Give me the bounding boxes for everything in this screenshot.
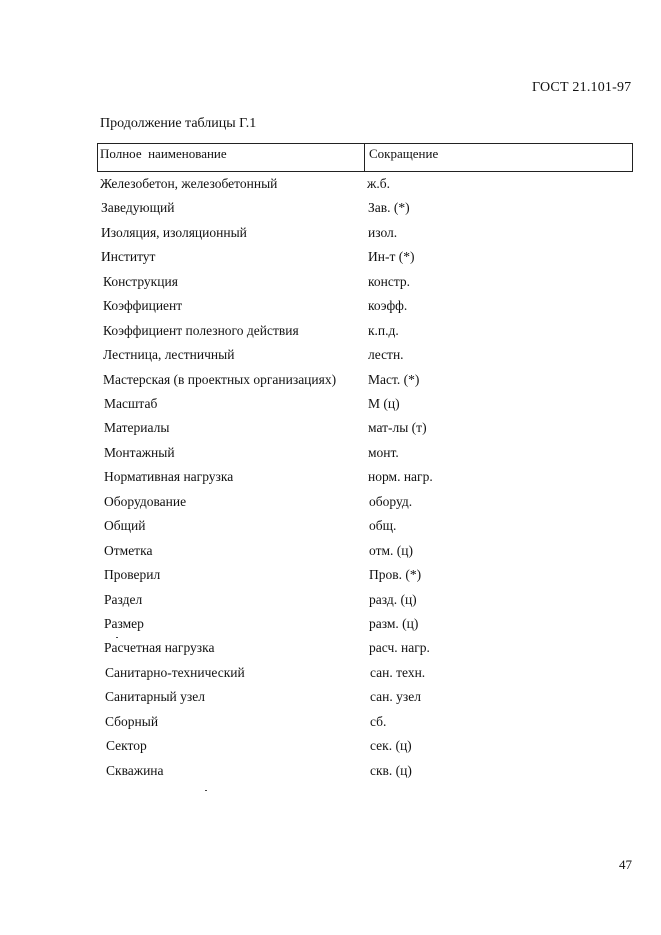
table-row-full-name: Сборный: [105, 714, 159, 729]
table-row-abbreviation: сб.: [370, 714, 387, 729]
table-row-abbreviation: изол.: [368, 225, 398, 240]
table-row-abbreviation: лестн.: [368, 347, 404, 362]
table-row-abbreviation: сан. техн.: [370, 665, 426, 680]
table-row-abbreviation: к.п.д.: [368, 323, 399, 338]
table-row-full-name: Конструкция: [103, 274, 178, 289]
table-row-full-name: Институт: [101, 249, 156, 264]
table-row-full-name: Заведующий: [101, 200, 175, 215]
table-row-abbreviation: норм. нагр.: [368, 469, 433, 484]
table-row-abbreviation: отм. (ц): [369, 543, 413, 558]
table-row-full-name: Скважина: [106, 763, 164, 778]
page-number: 47: [619, 857, 632, 872]
standard-code: ГОСТ 21.101-97: [532, 80, 632, 95]
table-row-full-name: Оборудование: [104, 494, 187, 509]
table-caption: Продолжение таблицы Г.1: [100, 116, 257, 131]
table-row-abbreviation: Пров. (*): [369, 567, 422, 582]
scan-speck: [205, 790, 207, 791]
table-row-abbreviation: монт.: [368, 445, 399, 460]
table-row-abbreviation: Маст. (*): [368, 372, 420, 387]
table-row-full-name: Расчетная нагрузка: [104, 640, 215, 655]
table-row-full-name: Материалы: [104, 420, 170, 435]
table-row-full-name: Санитарно-технический: [105, 665, 245, 680]
table-row-full-name: Железобетон, железобетонный: [100, 176, 278, 191]
table-row-full-name: Коэффициент полезного действия: [103, 323, 299, 338]
table-row-abbreviation: разм. (ц): [369, 616, 419, 631]
table-row-abbreviation: констр.: [368, 274, 411, 289]
table-row-abbreviation: М (ц): [368, 396, 400, 411]
table-row-full-name: Нормативная нагрузка: [104, 469, 234, 484]
header-abbreviation: Сокращение: [369, 146, 439, 161]
table-row-abbreviation: коэфф.: [368, 298, 408, 313]
table-row-full-name: Монтажный: [104, 445, 175, 460]
table-row-full-name: Отметка: [104, 543, 153, 558]
table-row-abbreviation: ж.б.: [367, 176, 390, 191]
table-row-abbreviation: сан. узел: [370, 689, 421, 704]
table-row-abbreviation: скв. (ц): [370, 763, 412, 778]
table-row-full-name: Общий: [104, 518, 146, 533]
table-row-full-name: Проверил: [104, 567, 161, 582]
table-row-abbreviation: расч. нагр.: [369, 640, 430, 655]
header-full-name: Полное наименование: [100, 146, 227, 161]
table-row-full-name: Раздел: [104, 592, 143, 607]
table-row-full-name: Лестница, лестничный: [103, 347, 235, 362]
table-row-abbreviation: Ин-т (*): [368, 249, 415, 264]
table-row-abbreviation: общ.: [369, 518, 397, 533]
table-row-abbreviation: мат-лы (т): [368, 420, 427, 435]
table-row-full-name: Коэффициент: [103, 298, 183, 313]
header-divider: [364, 143, 365, 172]
scan-speck: [116, 637, 118, 638]
table-row-full-name: Размер: [104, 616, 144, 631]
table-row-abbreviation: оборуд.: [369, 494, 413, 509]
table-row-full-name: Санитарный узел: [105, 689, 205, 704]
table-row-full-name: Масштаб: [104, 396, 158, 411]
table-row-full-name: Сектор: [106, 738, 147, 753]
table-row-full-name: Изоляция, изоляционный: [101, 225, 247, 240]
table-row-full-name: Мастерская (в проектных организациях): [103, 372, 337, 387]
table-row-abbreviation: Зав. (*): [368, 200, 410, 215]
table-header: [97, 143, 633, 172]
table-row-abbreviation: разд. (ц): [369, 592, 417, 607]
table-row-abbreviation: сек. (ц): [370, 738, 412, 753]
